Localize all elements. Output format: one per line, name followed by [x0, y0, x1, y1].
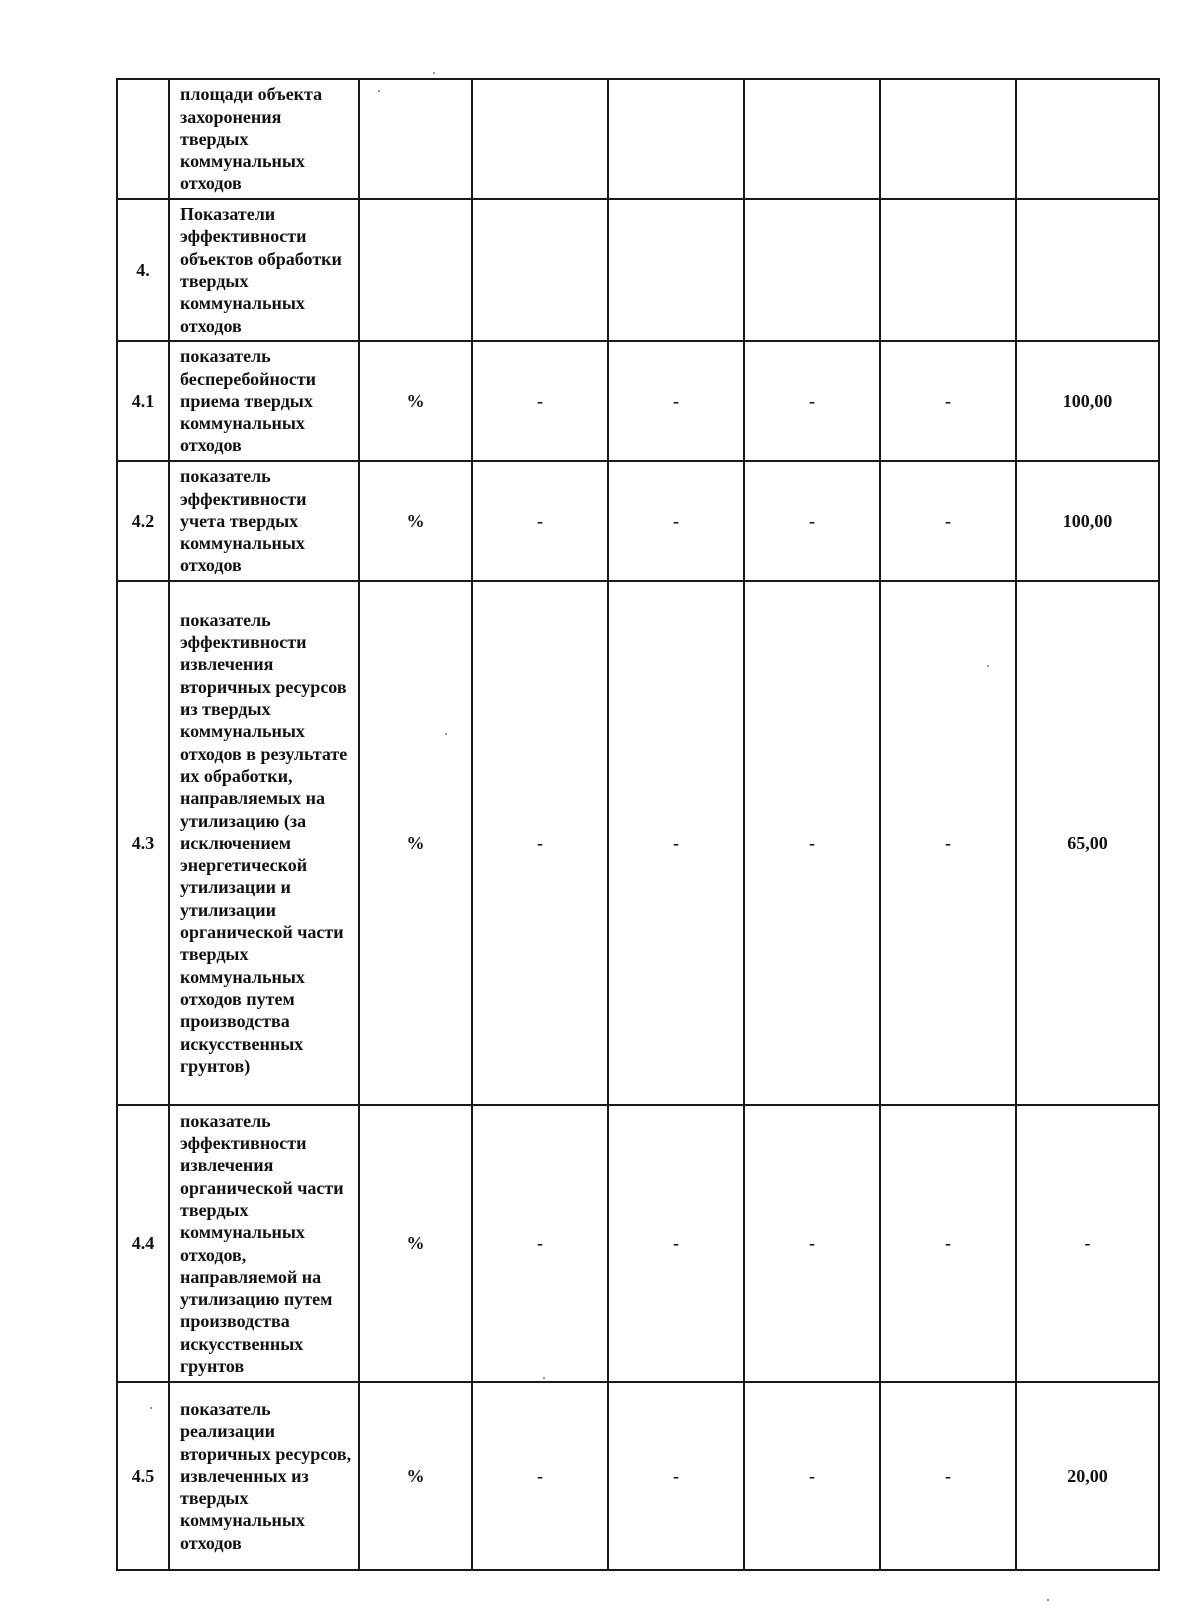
value-cell [472, 79, 608, 199]
value-cell: - [880, 581, 1016, 1105]
value-cell: - [880, 1105, 1016, 1382]
unit-cell [359, 199, 472, 341]
value-cell [744, 199, 880, 341]
value-cell: - [880, 1382, 1016, 1570]
target-value-cell: 100,00 [1016, 341, 1159, 461]
target-value-cell: 65,00 [1016, 581, 1159, 1105]
value-cell: - [880, 461, 1016, 581]
section-heading: Показатели эффективности объектов обработки твердых коммунальных отходов [169, 199, 359, 341]
value-cell: - [744, 581, 880, 1105]
value-cell: - [472, 581, 608, 1105]
indicator-name: показатель эффективности извлечения органической части твердых коммунальных отходов, направляемой на утилизацию путем производства искусственных грунтов [169, 1105, 359, 1382]
value-cell [880, 79, 1016, 199]
table-row [117, 1382, 1159, 1570]
target-value-cell [1016, 199, 1159, 341]
target-value-cell: 20,00 [1016, 1382, 1159, 1570]
value-cell [472, 199, 608, 341]
row-number: 4. [117, 199, 169, 341]
indicator-name: показатель реализации вторичных ресурсов, извлеченных из твердых коммунальных отходов [169, 1382, 359, 1570]
value-cell: - [608, 1105, 744, 1382]
unit-cell [359, 79, 472, 199]
unit-cell: % [359, 1105, 472, 1382]
indicator-name: показатель эффективности извлечения вторичных ресурсов из твердых коммунальных отходов в результате их обработки, направляемых на утилизацию (за исключением энергетической утилизации и утилизации органической части твердых коммунальных отходов путем производства искусственных грунтов) [169, 581, 359, 1105]
value-cell: - [608, 341, 744, 461]
target-value-cell: 100,00 [1016, 461, 1159, 581]
value-cell: - [472, 461, 608, 581]
value-cell: - [744, 461, 880, 581]
scan-speck [433, 72, 435, 74]
unit-cell: % [359, 581, 472, 1105]
row-number: 4.2 [117, 461, 169, 581]
scan-speck [150, 1407, 152, 1409]
table-row [117, 199, 1159, 341]
table-row [117, 1105, 1159, 1382]
scan-speck [378, 90, 380, 92]
scan-speck [543, 1377, 545, 1379]
table-row [117, 461, 1159, 581]
value-cell [608, 199, 744, 341]
row-number: 4.5 [117, 1382, 169, 1570]
scan-speck [1047, 1599, 1049, 1601]
row-number: 4.4 [117, 1105, 169, 1382]
value-cell: - [744, 341, 880, 461]
target-value-cell: - [1016, 1105, 1159, 1382]
value-cell: - [608, 1382, 744, 1570]
indicator-name: показатель бесперебойности приема твердых коммунальных отходов [169, 341, 359, 461]
table-row [117, 341, 1159, 461]
value-cell: - [880, 341, 1016, 461]
scan-speck [445, 733, 447, 735]
indicators-table [116, 78, 1160, 1571]
row-number: 4.3 [117, 581, 169, 1105]
row-number: 4.1 [117, 341, 169, 461]
value-cell: - [472, 341, 608, 461]
value-cell [608, 79, 744, 199]
value-cell: - [472, 1382, 608, 1570]
value-cell: - [608, 581, 744, 1105]
row-number [117, 79, 169, 199]
unit-cell: % [359, 341, 472, 461]
value-cell: - [608, 461, 744, 581]
scan-speck [987, 665, 989, 667]
table-row [117, 79, 1159, 199]
value-cell: - [744, 1105, 880, 1382]
unit-cell: % [359, 1382, 472, 1570]
value-cell: - [744, 1382, 880, 1570]
unit-cell: % [359, 461, 472, 581]
indicator-name: площади объекта захоронения твердых коммунальных отходов [169, 79, 359, 199]
table-row [117, 581, 1159, 1105]
value-cell: - [472, 1105, 608, 1382]
value-cell [744, 79, 880, 199]
value-cell [880, 199, 1016, 341]
target-value-cell [1016, 79, 1159, 199]
indicator-name: показатель эффективности учета твердых коммунальных отходов [169, 461, 359, 581]
